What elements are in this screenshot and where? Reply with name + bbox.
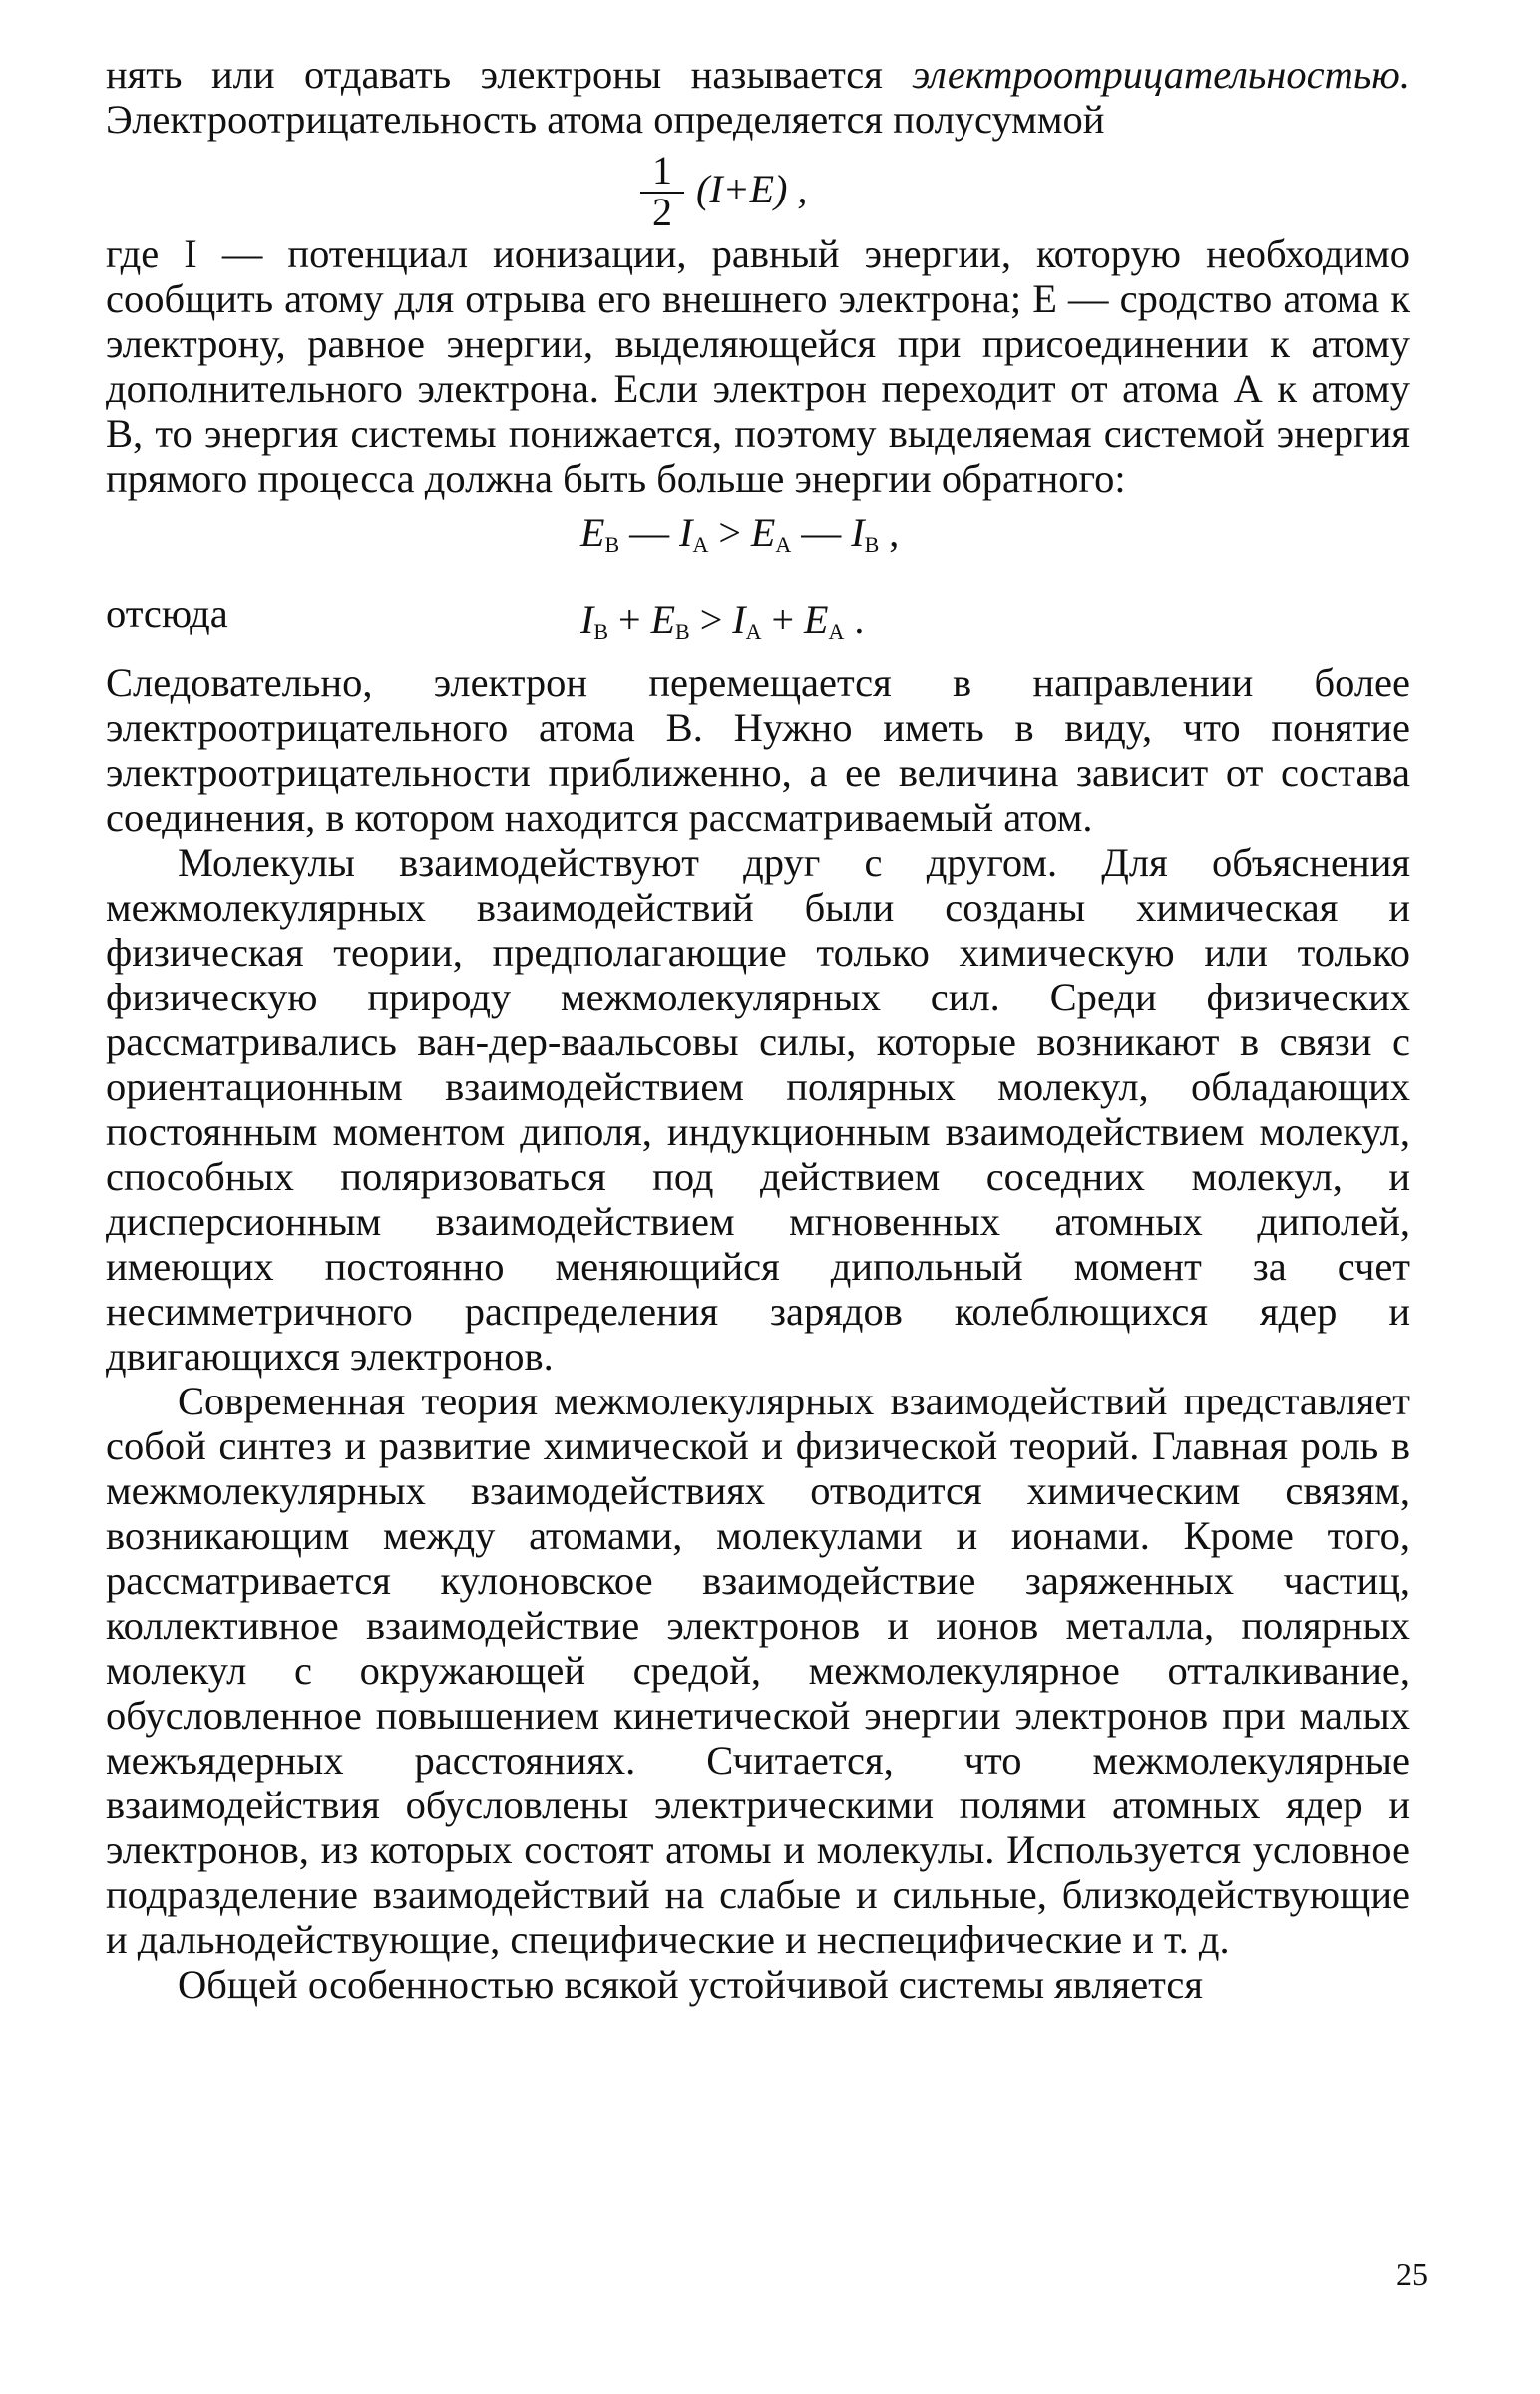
page-body: [106, 52, 1410, 2007]
punctuation: ,: [879, 510, 900, 555]
fraction-numerator: 1: [640, 152, 684, 194]
symbol-e: E: [750, 510, 776, 555]
operator: >: [708, 510, 751, 555]
operator: >: [689, 598, 733, 642]
symbol-i: I: [580, 598, 594, 642]
operator: +: [608, 598, 651, 642]
formula-expression: (I+E) ,: [696, 167, 808, 211]
symbol-e: E: [580, 510, 605, 555]
paragraph-intermolecular-theories: Молекулы взаимодействуют друг с другом. Для объяснения межмолекулярных взаимодействий были созданы химическая и физическая теории, предполагающие только химическую или только физическую природу межмолекулярных сил. Среди физических рассматривались ван-дер-ваальсовы силы, которые возникают в связи с ориентационным взаимодействием полярных молекул, обладающих постоянным моментом диполя, индукционным взаимодействием молекул, способных поляризоваться под действием соседних молекул, и дисперсионным взаимодействием мгновенных атомных диполей, имеющих постоянно меняющийся дипольный момент за счет несимметричного распределения зарядов колеблющихся ядер и двигающихся электронов.: [106, 840, 1410, 1379]
subscript: B: [604, 532, 620, 557]
paragraph-ionization-affinity: где I — потенциал ионизации, равный энергии, которую необходимо сообщить атому для отрыва его внешнего электрона; E — сродство атома к электрону, равное энергии, выделяющейся при присоединении к атому дополнительного электрона. Если электрон переходит от атома А к атому В, то энергия системы понижается, поэтому выделяемая системой энергия прямого процесса должна быть больше энергии обратного:: [106, 231, 1410, 501]
subscript: B: [864, 532, 880, 557]
operator: +: [761, 598, 805, 642]
paragraph-electronegativity-definition: [106, 52, 1410, 142]
subscript: A: [692, 532, 709, 557]
text-run: нять или отдавать электроны называется: [106, 52, 913, 97]
equation-line: [580, 597, 864, 645]
fraction-denominator: 2: [652, 190, 672, 234]
operator: —: [791, 510, 852, 555]
paragraph-stable-system: Общей особенностью всякой устойчивой системы является: [178, 1962, 1203, 2007]
symbol-i: I: [851, 510, 865, 555]
symbol-i: I: [732, 598, 746, 642]
equation-sum-inequality-row: [106, 563, 1410, 644]
symbol-e: E: [650, 598, 676, 642]
subscript: B: [675, 619, 690, 644]
paragraph-modern-theory: Современная теория межмолекулярных взаимодействий представляет собой синтез и развитие химической и физической теорий. Главная роль в межмолекулярных взаимодействиях отводится химическим связям, возникающим между атомами, молекулами и ионами. Кроме того, рассматривается кулоновское взаимодействие заряженных частиц, коллективное взаимодействие электронов и ионов металла, полярных молекул с окружающей средой, межмолекулярное отталкивание, обусловленное повышением кинетической энергии электронов при малых межъядерных расстояниях. Считается, что межмолекулярные взаимодействия обусловлены электрическими полями атомных ядер и электронов, из которых состоят атомы и молекулы. Используется условное подразделение взаимодействий на слабые и сильные, близкодействующие и дальнодействующие, специфические и неспецифические и т. д.: [106, 1379, 1410, 1962]
subscript: A: [828, 619, 845, 644]
operator: —: [619, 510, 680, 555]
text-run: Электроотрицательность атома определяется полусуммой: [106, 97, 1105, 142]
equation-line: [580, 509, 899, 558]
subscript: A: [775, 532, 792, 557]
formula-half-sum: [106, 142, 1410, 234]
subscript: B: [593, 619, 609, 644]
word-otsyuda: отсюда: [106, 592, 228, 636]
fraction-one-half: [640, 148, 684, 234]
subscript: A: [745, 619, 762, 644]
equation-energy-inequality: [106, 501, 1410, 563]
symbol-e: E: [804, 598, 829, 642]
term-electronegativity: электроотрицательностью.: [912, 52, 1410, 97]
symbol-i: I: [679, 510, 693, 555]
punctuation: .: [844, 598, 865, 642]
paragraph-conclusion: Следовательно, электрон перемещается в направлении более электроотрицательного атома В. Нужно иметь в виду, что понятие электроотрицательности приближенно, а ее величина зависит от состава соединения, в котором находится рассматриваемый атом.: [106, 660, 1410, 840]
page-number: 25: [1396, 2256, 1428, 2292]
